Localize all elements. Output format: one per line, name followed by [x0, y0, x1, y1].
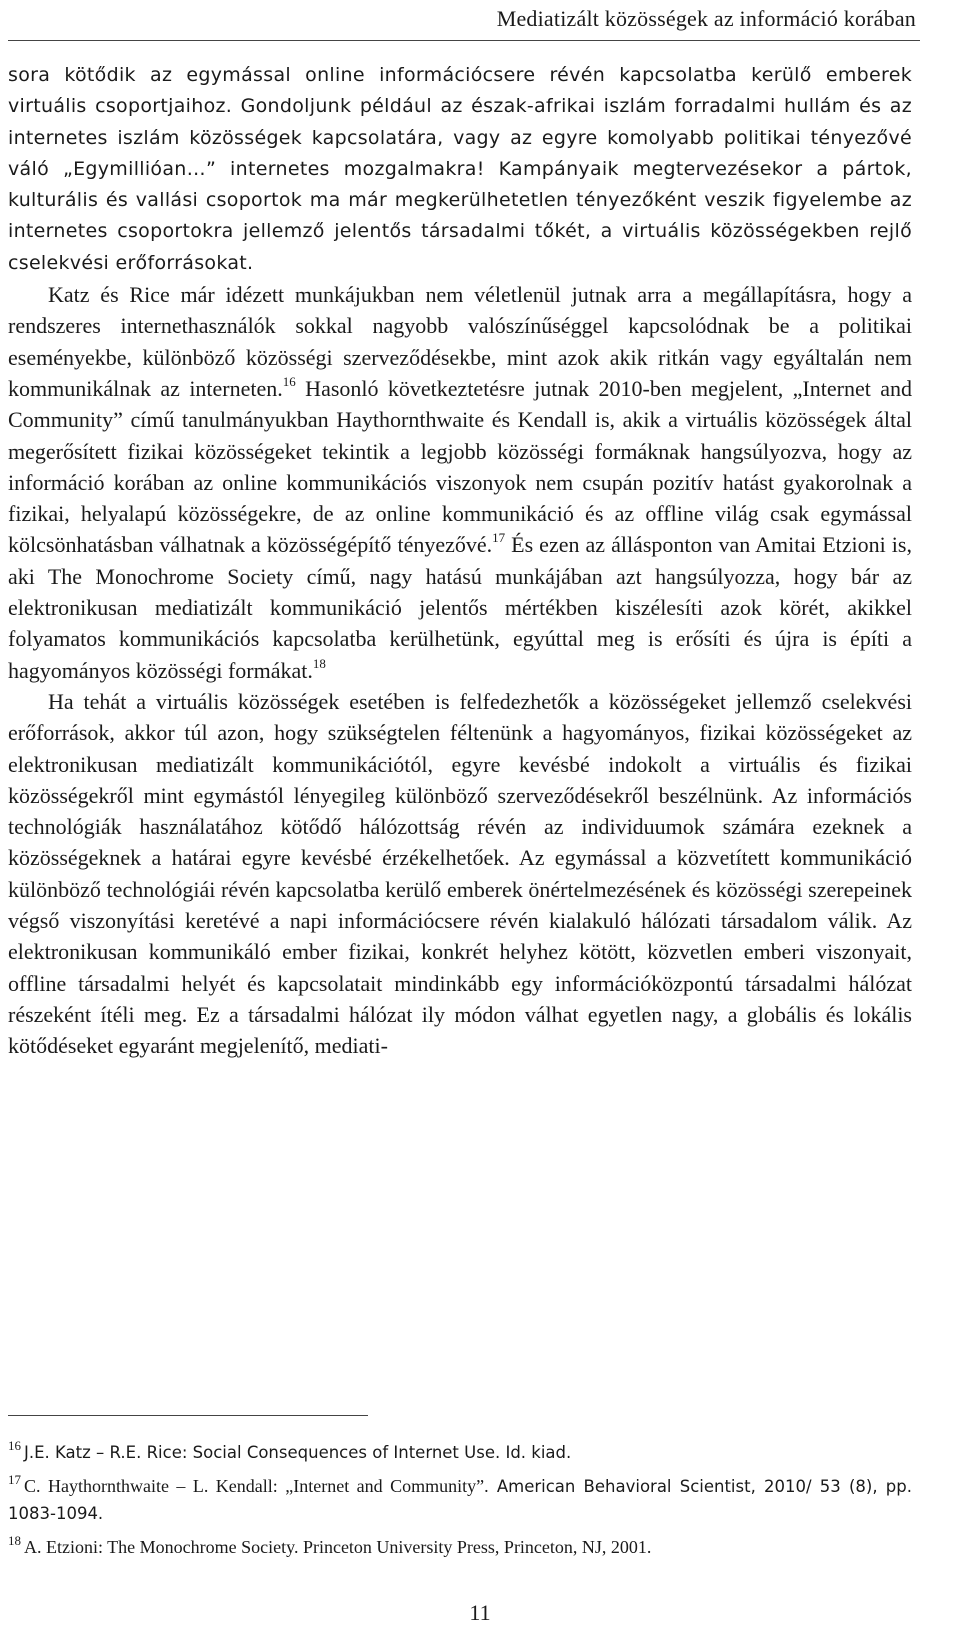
footnote-ref-17[interactable]: 17: [492, 530, 506, 546]
footnote-17-text-b: American Behavioral Scientist, 2010/ 53 (8), pp. 1083-1094.: [8, 1477, 912, 1523]
paragraph-2: [8, 279, 912, 686]
footnote-17-label: 17: [8, 1472, 21, 1487]
footnote-16-label: 16: [8, 1438, 21, 1453]
footnote-18-label: 18: [8, 1533, 21, 1548]
footnotes: [8, 1432, 912, 1561]
paragraph-2-part-a: Katz és Rice már idézett munkájukban nem véletlenül jutnak arra a megállapításra, hogy a rendszeres internethasználók sokkal nagyobb valószínűséggel kapcsolódnak be a politikai eseményekbe, különböző közösségi szerveződésekbe, mint azok akik ritkán vagy egyáltalán nem kommunikálnak az interneten.: [8, 282, 912, 401]
paragraph-2-part-c: És ezen az állásponton van Amitai Etzioni is, aki The Monochrome Society című, nagy hatású munkájában azt hangsúlyozza, hogy bár az elektronikusan mediatizált kommunikáció jelentős mértékben kiszélesíti azok körét, akikkel folyamatos kommunikációs kapcsolatba kerülhetünk, egyúttal meg is erősíti és újra is építi a hagyományos közösségi formákat.: [8, 532, 912, 683]
page-number: 11: [469, 1600, 491, 1625]
footnote-18-text: A. Etzioni: The Monochrome Society. Princeton University Press, Princeton, NJ, 2001.: [24, 1537, 652, 1557]
footnote-17-text-a: C. Haythornthwaite – L. Kendall: „Internet and Community”.: [24, 1476, 489, 1496]
footnote-ref-16[interactable]: 16: [282, 373, 296, 389]
footnote-18: [8, 1527, 912, 1561]
paragraph-1: sora kötődik az egymással online információcsere révén kapcsolatba kerülő emberek virtuális csoportjaihoz. Gondoljunk például az észak-afrikai iszlám forradalmi hullám és az internetes iszlám közösségek kapcsolatára, vagy az egyre komolyabb politikai tényezővé váló „Egymillióan…” internetes mozgalmakra! Kampányaik megtervezésekor a pártok, kulturális és vallási csoportok ma már megkerülhetetlen tényezőként veszik figyelembe az internetes csoportokra jellemző jelentős társadalmi tőkét, a virtuális közösségekben rejlő cselekvési erőforrásokat.: [8, 64, 912, 274]
running-head-title: Mediatizált közösségek az információ korában: [496, 6, 916, 31]
footnote-16-text: J.E. Katz – R.E. Rice: Social Consequences of Internet Use. Id. kiad.: [24, 1443, 572, 1462]
footnote-17: [8, 1466, 912, 1527]
footnote-ref-18[interactable]: 18: [312, 655, 326, 671]
footnote-16: [8, 1432, 912, 1466]
paragraph-3: Ha tehát a virtuális közösségek esetében is felfedezhetők a közösségeket jellemző cselekvési erőforrások, akkor túl azon, hogy szükségtelen féltenünk a hagyományos, fizikai közösségeket az elektronikusan mediatizált kommunikációtól, egyre kevésbé indokolt a virtuális és fizikai közösségekről mint egymástól lényegileg különböző szerveződésekről beszélnünk. Az információs technológiák használatához kötődő hálózottság révén az individuumok számára ezeknek a közösségeknek a határai egyre kevésbé érzékelhetőek. Az egymással a közvetített kommunikáció különböző technológiái révén kapcsolatba kerülő emberek önértelmezésének és közösségi szerepeinek végső viszonyítási keretévé a napi információcsere révén kialakuló hálózati társadalom válik. Az elektronikusan kommunikáló ember fizikai, konkrét helyhez kötött, közvetlen emberi viszonyait, offline társadalmi helyét és kapcsolatait mindinkább egy információközpontú társadalmi hálózat részeként ítéli meg. Ez a társadalmi hálózat ily módon válhat egyetlen nagy, a globális és lokális kötődéseket egyaránt megjelenítő, mediati-: [8, 688, 912, 1059]
header-rule: [8, 40, 920, 41]
footnote-rule: [8, 1415, 368, 1416]
paragraph-2-part-b: Hasonló következtetésre jutnak 2010-ben megjelent, „Internet and Community” című tanulmányukban Haythornthwaite és Kendall is, akik a virtuális közösségek által megerősített fizikai közösségeket tekintik a legjobb közösségi formáknak hangsúlyozva, hogy az információ korában az online kommunikációs viszonyok nem csupán pozitív hatást gyakorolnak a fizikai, helyalapú közösségekre, de az online kommunikáció és az offline világ csak egymással kölcsönhatásban válhatnak a közösségépítő tényezővé.: [8, 375, 912, 558]
body-text: [8, 60, 912, 1062]
